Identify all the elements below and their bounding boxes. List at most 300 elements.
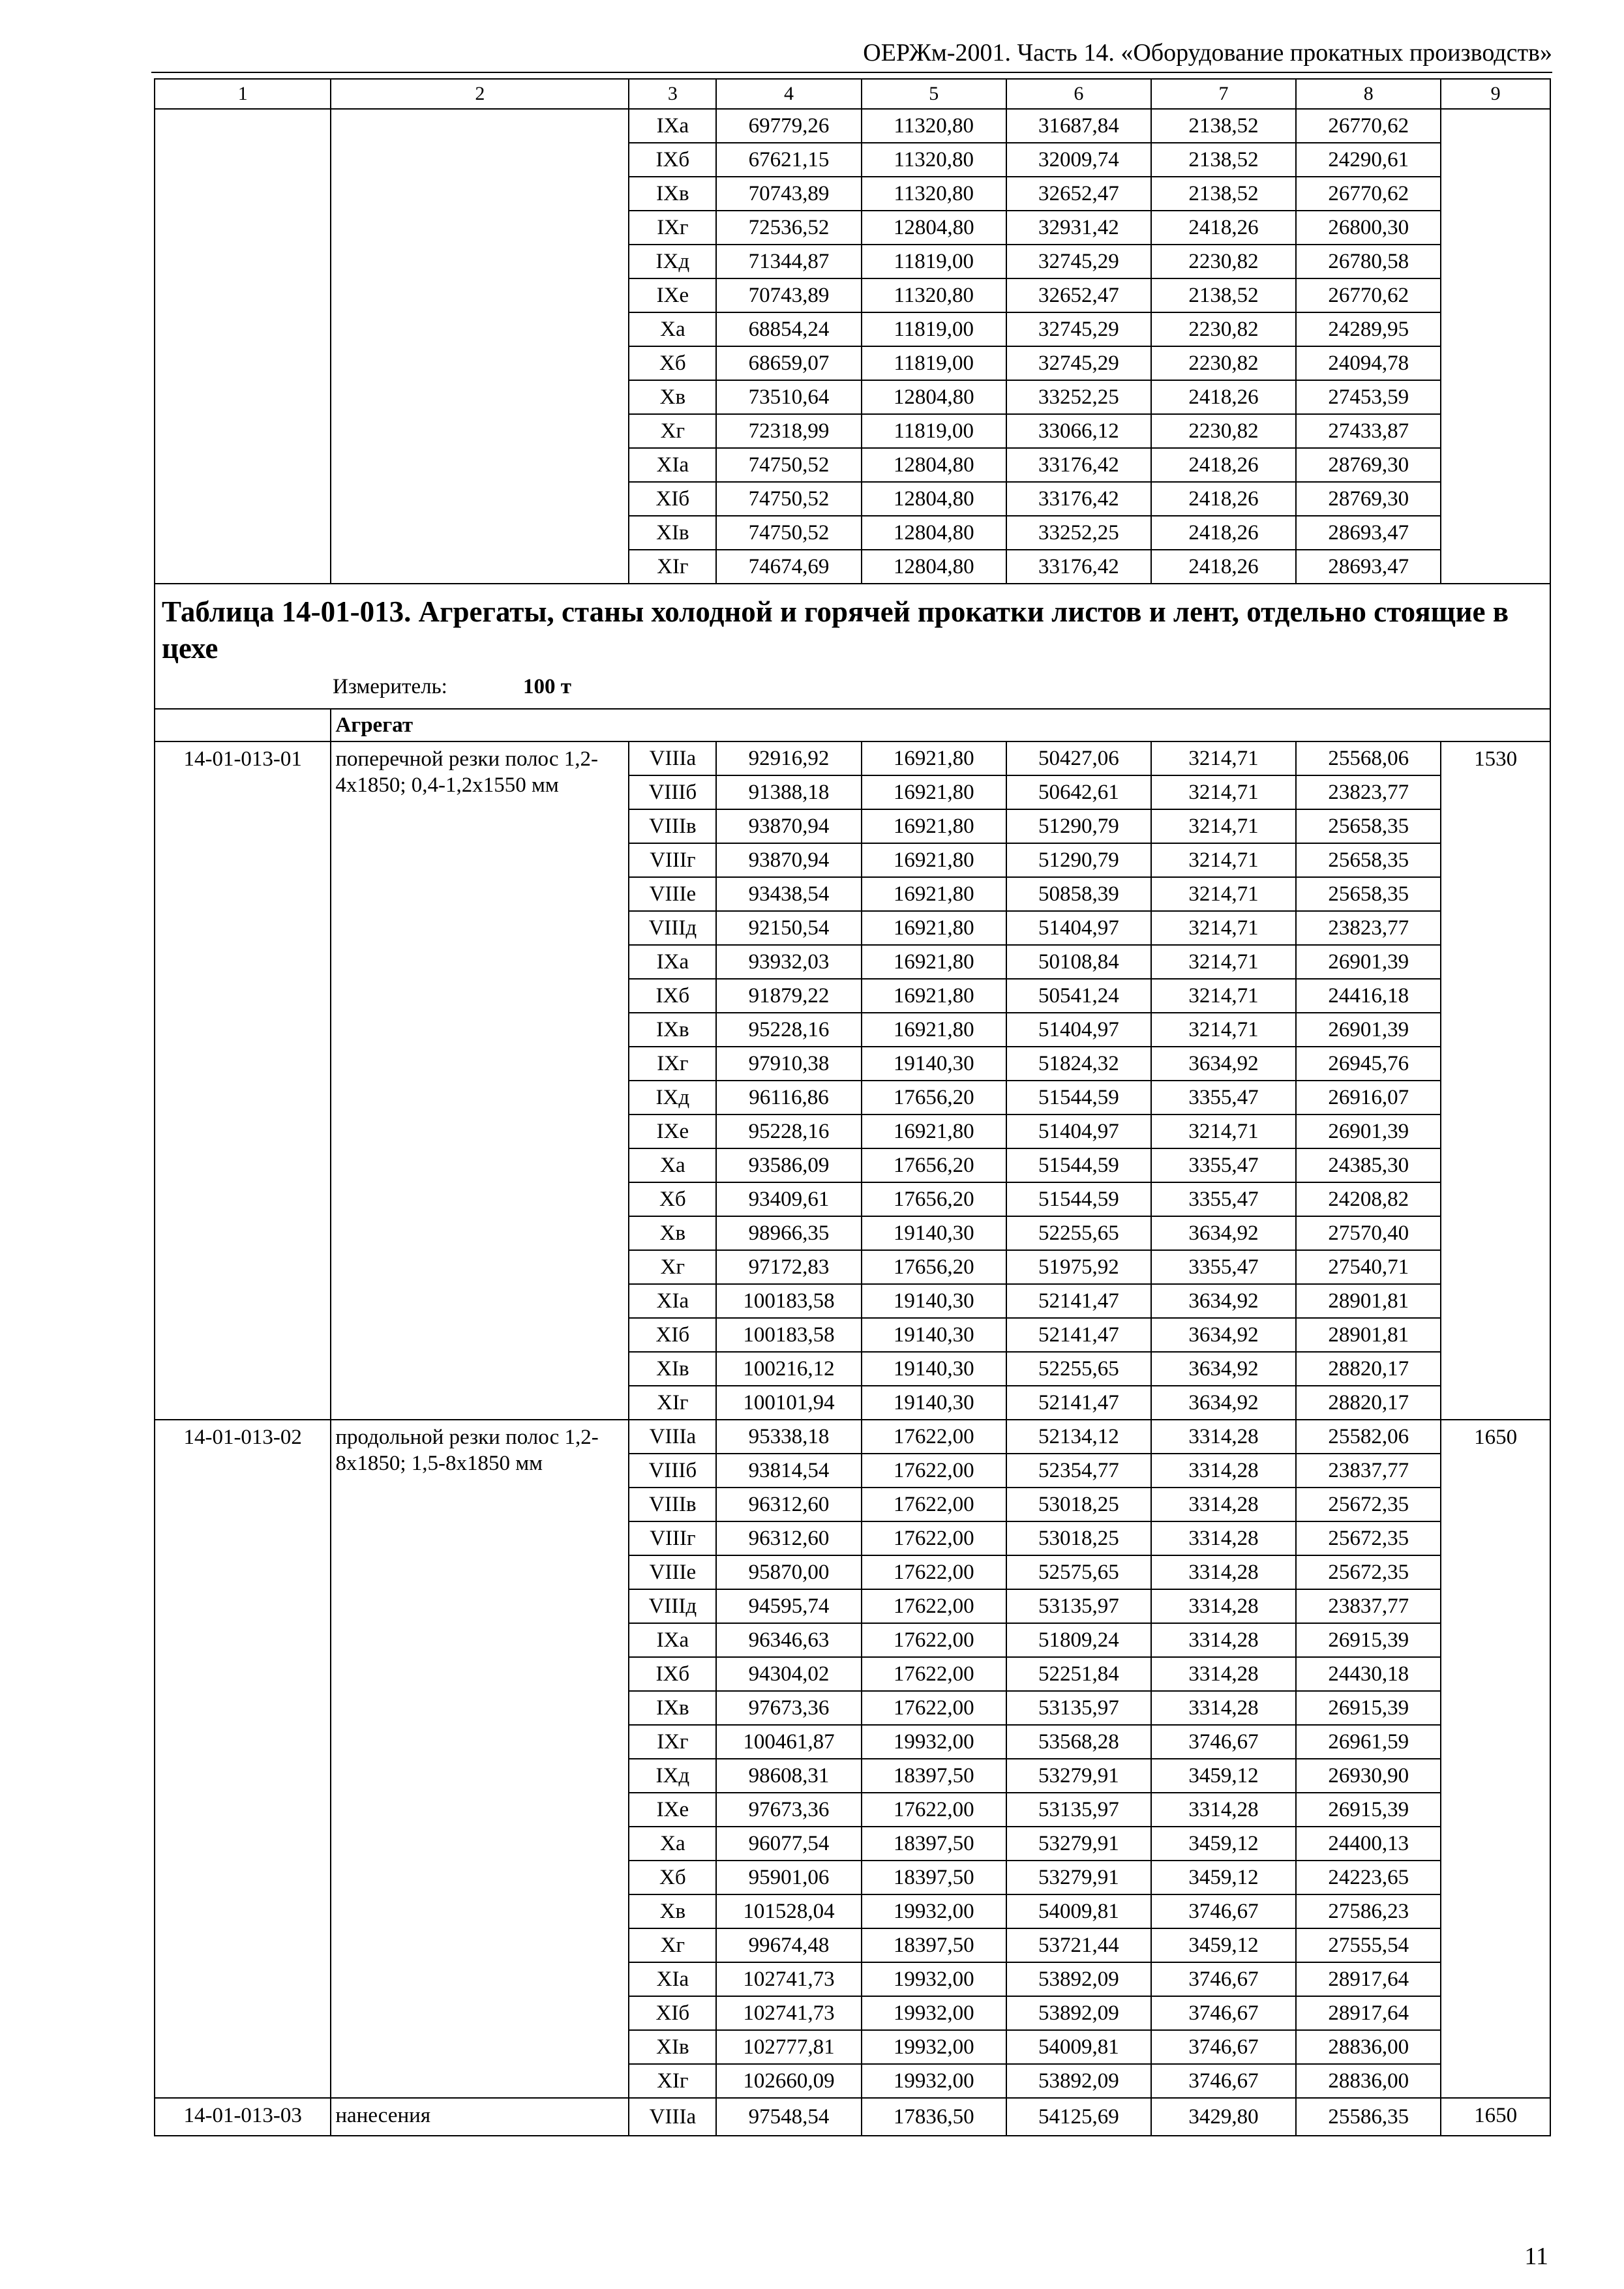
labor-cost-cell: 19932,00 xyxy=(862,2064,1006,2098)
operator-wage-cell: 3214,71 xyxy=(1151,1115,1296,1148)
table-row xyxy=(155,741,1550,775)
machine-cost-cell: 52255,65 xyxy=(1006,1352,1151,1386)
labor-cost-cell: 19140,30 xyxy=(862,1318,1006,1352)
zone-cell: Xб xyxy=(629,346,716,380)
item-code: 14-01-013-02 xyxy=(155,1420,331,2098)
operator-wage-cell: 3314,28 xyxy=(1151,1623,1296,1657)
total-cost-cell: 94595,74 xyxy=(716,1589,861,1623)
labor-cost-cell: 16921,80 xyxy=(862,945,1006,979)
operator-wage-cell: 3459,12 xyxy=(1151,1861,1296,1894)
table-title-cell xyxy=(155,584,1550,709)
machine-cost-cell: 33176,42 xyxy=(1006,448,1151,482)
total-cost-cell: 67621,15 xyxy=(716,143,861,177)
labor-cost-cell: 18397,50 xyxy=(862,1827,1006,1861)
zone-cell: VIIIб xyxy=(629,1454,716,1488)
zone-cell: IXг xyxy=(629,211,716,245)
machine-cost-cell: 53135,97 xyxy=(1006,1691,1151,1725)
total-cost-cell: 96116,86 xyxy=(716,1081,861,1115)
column-number: 1 xyxy=(155,79,331,109)
total-cost-cell: 71344,87 xyxy=(716,245,861,278)
zone-cell: XIб xyxy=(629,482,716,516)
material-cost-cell: 24094,78 xyxy=(1296,346,1441,380)
operator-wage-cell: 3634,92 xyxy=(1151,1352,1296,1386)
total-cost-cell: 96077,54 xyxy=(716,1827,861,1861)
material-cost-cell: 28901,81 xyxy=(1296,1318,1441,1352)
total-cost-cell: 68659,07 xyxy=(716,346,861,380)
machine-cost-cell: 31687,84 xyxy=(1006,109,1151,143)
material-cost-cell: 28820,17 xyxy=(1296,1386,1441,1420)
labor-cost-cell: 16921,80 xyxy=(862,1115,1006,1148)
column-number: 6 xyxy=(1006,79,1151,109)
material-cost-cell: 27540,71 xyxy=(1296,1250,1441,1284)
zone-cell: VIIIа xyxy=(629,2098,716,2136)
machine-cost-cell: 51544,59 xyxy=(1006,1081,1151,1115)
labor-cost-cell: 19932,00 xyxy=(862,1894,1006,1928)
machine-cost-cell: 52251,84 xyxy=(1006,1657,1151,1691)
item-name: продольной резки полос 1,2-8х1850; 1,5-8х1850 мм xyxy=(331,1420,629,2098)
operator-wage-cell: 2418,26 xyxy=(1151,380,1296,414)
zone-cell: VIIIг xyxy=(629,1521,716,1555)
subheader-row xyxy=(155,709,1550,741)
labor-cost-cell: 11320,80 xyxy=(862,143,1006,177)
total-cost-cell: 100183,58 xyxy=(716,1284,861,1318)
zone-cell: IXа xyxy=(629,1623,716,1657)
material-cost-cell: 24400,13 xyxy=(1296,1827,1441,1861)
labor-cost-cell: 19932,00 xyxy=(862,1962,1006,1996)
operator-wage-cell: 3314,28 xyxy=(1151,1555,1296,1589)
machine-cost-cell: 32009,74 xyxy=(1006,143,1151,177)
total-cost-cell: 102777,81 xyxy=(716,2030,861,2064)
operator-wage-cell: 3746,67 xyxy=(1151,2064,1296,2098)
zone-cell: VIIIв xyxy=(629,1488,716,1521)
total-cost-cell: 96312,60 xyxy=(716,1488,861,1521)
labor-cost-cell: 17622,00 xyxy=(862,1691,1006,1725)
total-cost-cell: 95870,00 xyxy=(716,1555,861,1589)
material-cost-cell: 26901,39 xyxy=(1296,1115,1441,1148)
labor-cost-cell: 16921,80 xyxy=(862,979,1006,1013)
running-header: ОЕРЖм-2001. Часть 14. «Оборудование прокатных производств» xyxy=(151,34,1552,73)
material-cost-cell: 25582,06 xyxy=(1296,1420,1441,1454)
total-cost-cell: 74674,69 xyxy=(716,550,861,584)
column-number: 4 xyxy=(716,79,861,109)
total-cost-cell: 97673,36 xyxy=(716,1691,861,1725)
total-cost-cell: 96346,63 xyxy=(716,1623,861,1657)
operator-wage-cell: 3459,12 xyxy=(1151,1928,1296,1962)
operator-wage-cell: 2230,82 xyxy=(1151,245,1296,278)
machine-cost-cell: 52141,47 xyxy=(1006,1318,1151,1352)
machine-cost-cell: 51544,59 xyxy=(1006,1182,1151,1216)
total-cost-cell: 97172,83 xyxy=(716,1250,861,1284)
table-row xyxy=(155,2098,1550,2136)
operator-wage-cell: 2230,82 xyxy=(1151,312,1296,346)
operator-wage-cell: 3746,67 xyxy=(1151,2030,1296,2064)
labor-cost-cell: 19140,30 xyxy=(862,1352,1006,1386)
material-cost-cell: 26901,39 xyxy=(1296,945,1441,979)
column-number: 8 xyxy=(1296,79,1441,109)
zone-cell: IXб xyxy=(629,143,716,177)
zone-cell: Xа xyxy=(629,1827,716,1861)
operator-wage-cell: 3214,71 xyxy=(1151,979,1296,1013)
labor-cost-cell: 16921,80 xyxy=(862,843,1006,877)
labor-cost-cell: 17622,00 xyxy=(862,1793,1006,1827)
machine-cost-cell: 53279,91 xyxy=(1006,1827,1151,1861)
material-cost-cell: 26961,59 xyxy=(1296,1725,1441,1759)
zone-cell: IXб xyxy=(629,1657,716,1691)
labor-cost-cell: 17622,00 xyxy=(862,1420,1006,1454)
labor-cost-cell: 17622,00 xyxy=(862,1623,1006,1657)
material-cost-cell: 25658,35 xyxy=(1296,843,1441,877)
zone-cell: XIв xyxy=(629,1352,716,1386)
item-column-9 xyxy=(1441,109,1550,584)
labor-cost-cell: 19140,30 xyxy=(862,1216,1006,1250)
material-cost-cell: 28836,00 xyxy=(1296,2030,1441,2064)
total-cost-cell: 96312,60 xyxy=(716,1521,861,1555)
material-cost-cell: 24208,82 xyxy=(1296,1182,1441,1216)
machine-cost-cell: 32745,29 xyxy=(1006,346,1151,380)
total-cost-cell: 74750,52 xyxy=(716,482,861,516)
total-cost-cell: 102741,73 xyxy=(716,1962,861,1996)
material-cost-cell: 25672,35 xyxy=(1296,1521,1441,1555)
measure-line xyxy=(162,672,1542,702)
labor-cost-cell: 17656,20 xyxy=(862,1250,1006,1284)
total-cost-cell: 94304,02 xyxy=(716,1657,861,1691)
zone-cell: VIIIд xyxy=(629,911,716,945)
material-cost-cell: 26901,39 xyxy=(1296,1013,1441,1047)
operator-wage-cell: 3634,92 xyxy=(1151,1318,1296,1352)
item-name: нанесения xyxy=(331,2098,629,2136)
total-cost-cell: 97548,54 xyxy=(716,2098,861,2136)
material-cost-cell: 26915,39 xyxy=(1296,1793,1441,1827)
zone-cell: Xб xyxy=(629,1861,716,1894)
item-column-9: 1530 xyxy=(1441,741,1550,1420)
material-cost-cell: 23823,77 xyxy=(1296,775,1441,809)
operator-wage-cell: 3314,28 xyxy=(1151,1420,1296,1454)
operator-wage-cell: 2418,26 xyxy=(1151,448,1296,482)
machine-cost-cell: 51809,24 xyxy=(1006,1623,1151,1657)
material-cost-cell: 28836,00 xyxy=(1296,2064,1441,2098)
zone-cell: VIIIд xyxy=(629,1589,716,1623)
material-cost-cell: 23837,77 xyxy=(1296,1589,1441,1623)
material-cost-cell: 26780,58 xyxy=(1296,245,1441,278)
labor-cost-cell: 11320,80 xyxy=(862,177,1006,211)
zone-cell: Xа xyxy=(629,312,716,346)
material-cost-cell: 25658,35 xyxy=(1296,877,1441,911)
item-code: 14-01-013-01 xyxy=(155,741,331,1420)
total-cost-cell: 98608,31 xyxy=(716,1759,861,1793)
zone-cell: XIг xyxy=(629,1386,716,1420)
machine-cost-cell: 54009,81 xyxy=(1006,1894,1151,1928)
operator-wage-cell: 3634,92 xyxy=(1151,1386,1296,1420)
operator-wage-cell: 3355,47 xyxy=(1151,1081,1296,1115)
item-group-013-01 xyxy=(155,741,1550,1420)
operator-wage-cell: 2138,52 xyxy=(1151,177,1296,211)
item-name: поперечной резки полос 1,2-4х1850; 0,4-1,2х1550 мм xyxy=(331,741,629,1420)
zone-cell: IXг xyxy=(629,1047,716,1081)
machine-cost-cell: 52255,65 xyxy=(1006,1216,1151,1250)
zone-cell: VIIIе xyxy=(629,1555,716,1589)
machine-cost-cell: 50642,61 xyxy=(1006,775,1151,809)
operator-wage-cell: 3314,28 xyxy=(1151,1589,1296,1623)
material-cost-cell: 28769,30 xyxy=(1296,482,1441,516)
zone-cell: Xа xyxy=(629,1148,716,1182)
column-number-row xyxy=(155,79,1550,109)
labor-cost-cell: 16921,80 xyxy=(862,741,1006,775)
table-row xyxy=(155,109,1550,143)
operator-wage-cell: 3355,47 xyxy=(1151,1148,1296,1182)
labor-cost-cell: 11320,80 xyxy=(862,109,1006,143)
labor-cost-cell: 16921,80 xyxy=(862,877,1006,911)
machine-cost-cell: 54009,81 xyxy=(1006,2030,1151,2064)
table-row xyxy=(155,1420,1550,1454)
page-number: 11 xyxy=(1524,2243,1548,2270)
labor-cost-cell: 12804,80 xyxy=(862,516,1006,550)
operator-wage-cell: 3214,71 xyxy=(1151,775,1296,809)
item-code: 14-01-013-03 xyxy=(155,2098,331,2136)
total-cost-cell: 93870,94 xyxy=(716,843,861,877)
operator-wage-cell: 3314,28 xyxy=(1151,1488,1296,1521)
labor-cost-cell: 12804,80 xyxy=(862,380,1006,414)
machine-cost-cell: 51544,59 xyxy=(1006,1148,1151,1182)
operator-wage-cell: 2230,82 xyxy=(1151,414,1296,448)
total-cost-cell: 93409,61 xyxy=(716,1182,861,1216)
machine-cost-cell: 51290,79 xyxy=(1006,843,1151,877)
total-cost-cell: 102660,09 xyxy=(716,2064,861,2098)
material-cost-cell: 23823,77 xyxy=(1296,911,1441,945)
operator-wage-cell: 3746,67 xyxy=(1151,1725,1296,1759)
operator-wage-cell: 3314,28 xyxy=(1151,1521,1296,1555)
labor-cost-cell: 19140,30 xyxy=(862,1386,1006,1420)
machine-cost-cell: 52141,47 xyxy=(1006,1386,1151,1420)
zone-cell: VIIIв xyxy=(629,809,716,843)
zone-cell: XIв xyxy=(629,516,716,550)
zone-cell: VIIIа xyxy=(629,741,716,775)
labor-cost-cell: 12804,80 xyxy=(862,448,1006,482)
zone-cell: IXе xyxy=(629,1793,716,1827)
total-cost-cell: 92916,92 xyxy=(716,741,861,775)
machine-cost-cell: 50108,84 xyxy=(1006,945,1151,979)
machine-cost-cell: 52354,77 xyxy=(1006,1454,1151,1488)
zone-cell: IXе xyxy=(629,1115,716,1148)
labor-cost-cell: 19932,00 xyxy=(862,1996,1006,2030)
zone-cell: IXг xyxy=(629,1725,716,1759)
material-cost-cell: 28917,64 xyxy=(1296,1962,1441,1996)
measure-label: Измеритель: xyxy=(333,675,447,698)
labor-cost-cell: 18397,50 xyxy=(862,1928,1006,1962)
material-cost-cell: 25586,35 xyxy=(1296,2098,1441,2136)
material-cost-cell: 24385,30 xyxy=(1296,1148,1441,1182)
machine-cost-cell: 53721,44 xyxy=(1006,1928,1151,1962)
operator-wage-cell: 3214,71 xyxy=(1151,945,1296,979)
total-cost-cell: 97673,36 xyxy=(716,1793,861,1827)
machine-cost-cell: 52141,47 xyxy=(1006,1284,1151,1318)
machine-cost-cell: 32931,42 xyxy=(1006,211,1151,245)
total-cost-cell: 72536,52 xyxy=(716,211,861,245)
operator-wage-cell: 3634,92 xyxy=(1151,1216,1296,1250)
column-number: 3 xyxy=(629,79,716,109)
item-column-9: 1650 xyxy=(1441,1420,1550,2098)
labor-cost-cell: 16921,80 xyxy=(862,809,1006,843)
total-cost-cell: 102741,73 xyxy=(716,1996,861,2030)
machine-cost-cell: 50541,24 xyxy=(1006,979,1151,1013)
measure-value: 100 т xyxy=(523,675,571,698)
column-number: 2 xyxy=(331,79,629,109)
operator-wage-cell: 3459,12 xyxy=(1151,1827,1296,1861)
labor-cost-cell: 17836,50 xyxy=(862,2098,1006,2136)
labor-cost-cell: 17656,20 xyxy=(862,1182,1006,1216)
zone-cell: IXб xyxy=(629,979,716,1013)
labor-cost-cell: 17622,00 xyxy=(862,1555,1006,1589)
zone-cell: Xв xyxy=(629,380,716,414)
labor-cost-cell: 19140,30 xyxy=(862,1047,1006,1081)
machine-cost-cell: 53892,09 xyxy=(1006,1962,1151,1996)
machine-cost-cell: 53135,97 xyxy=(1006,1793,1151,1827)
machine-cost-cell: 52134,12 xyxy=(1006,1420,1151,1454)
labor-cost-cell: 12804,80 xyxy=(862,550,1006,584)
operator-wage-cell: 2138,52 xyxy=(1151,143,1296,177)
material-cost-cell: 28693,47 xyxy=(1296,550,1441,584)
labor-cost-cell: 17656,20 xyxy=(862,1148,1006,1182)
zone-cell: XIа xyxy=(629,1284,716,1318)
zone-cell: XIб xyxy=(629,1996,716,2030)
material-cost-cell: 26770,62 xyxy=(1296,278,1441,312)
zone-cell: IXа xyxy=(629,945,716,979)
machine-cost-cell: 33252,25 xyxy=(1006,380,1151,414)
operator-wage-cell: 2418,26 xyxy=(1151,211,1296,245)
labor-cost-cell: 11819,00 xyxy=(862,414,1006,448)
zone-cell: XIа xyxy=(629,1962,716,1996)
total-cost-cell: 93438,54 xyxy=(716,877,861,911)
material-cost-cell: 24290,61 xyxy=(1296,143,1441,177)
item-column-9: 1650 xyxy=(1441,2098,1550,2136)
total-cost-cell: 69779,26 xyxy=(716,109,861,143)
material-cost-cell: 26800,30 xyxy=(1296,211,1441,245)
total-cost-cell: 95901,06 xyxy=(716,1861,861,1894)
operator-wage-cell: 3746,67 xyxy=(1151,1962,1296,1996)
total-cost-cell: 95228,16 xyxy=(716,1013,861,1047)
item-name xyxy=(331,109,629,584)
operator-wage-cell: 3459,12 xyxy=(1151,1759,1296,1793)
material-cost-cell: 25672,35 xyxy=(1296,1488,1441,1521)
price-table xyxy=(154,78,1551,2136)
column-number: 7 xyxy=(1151,79,1296,109)
labor-cost-cell: 19140,30 xyxy=(862,1284,1006,1318)
machine-cost-cell: 50427,06 xyxy=(1006,741,1151,775)
material-cost-cell: 26770,62 xyxy=(1296,109,1441,143)
empty-cell xyxy=(155,709,331,741)
machine-cost-cell: 51290,79 xyxy=(1006,809,1151,843)
labor-cost-cell: 17622,00 xyxy=(862,1488,1006,1521)
total-cost-cell: 100183,58 xyxy=(716,1318,861,1352)
labor-cost-cell: 12804,80 xyxy=(862,211,1006,245)
material-cost-cell: 26945,76 xyxy=(1296,1047,1441,1081)
material-cost-cell: 28693,47 xyxy=(1296,516,1441,550)
operator-wage-cell: 3314,28 xyxy=(1151,1691,1296,1725)
material-cost-cell: 28820,17 xyxy=(1296,1352,1441,1386)
total-cost-cell: 92150,54 xyxy=(716,911,861,945)
subheader-label: Агрегат xyxy=(331,709,1550,741)
labor-cost-cell: 17622,00 xyxy=(862,1589,1006,1623)
total-cost-cell: 74750,52 xyxy=(716,516,861,550)
material-cost-cell: 24289,95 xyxy=(1296,312,1441,346)
material-cost-cell: 26930,90 xyxy=(1296,1759,1441,1793)
machine-cost-cell: 33176,42 xyxy=(1006,482,1151,516)
zone-cell: Xб xyxy=(629,1182,716,1216)
labor-cost-cell: 17622,00 xyxy=(862,1521,1006,1555)
material-cost-cell: 25568,06 xyxy=(1296,741,1441,775)
machine-cost-cell: 54125,69 xyxy=(1006,2098,1151,2136)
operator-wage-cell: 3746,67 xyxy=(1151,1894,1296,1928)
operator-wage-cell: 3214,71 xyxy=(1151,1013,1296,1047)
labor-cost-cell: 18397,50 xyxy=(862,1861,1006,1894)
zone-cell: XIг xyxy=(629,2064,716,2098)
zone-cell: VIIIа xyxy=(629,1420,716,1454)
operator-wage-cell: 2418,26 xyxy=(1151,550,1296,584)
zone-cell: IXе xyxy=(629,278,716,312)
total-cost-cell: 93814,54 xyxy=(716,1454,861,1488)
zone-cell: Xг xyxy=(629,1928,716,1962)
zone-cell: IXв xyxy=(629,1013,716,1047)
total-cost-cell: 101528,04 xyxy=(716,1894,861,1928)
total-cost-cell: 70743,89 xyxy=(716,278,861,312)
operator-wage-cell: 2138,52 xyxy=(1151,278,1296,312)
machine-cost-cell: 51975,92 xyxy=(1006,1250,1151,1284)
machine-cost-cell: 52575,65 xyxy=(1006,1555,1151,1589)
machine-cost-cell: 51404,97 xyxy=(1006,911,1151,945)
labor-cost-cell: 11819,00 xyxy=(862,346,1006,380)
material-cost-cell: 24416,18 xyxy=(1296,979,1441,1013)
operator-wage-cell: 2418,26 xyxy=(1151,482,1296,516)
operator-wage-cell: 3214,71 xyxy=(1151,877,1296,911)
zone-cell: VIIIг xyxy=(629,843,716,877)
zone-cell: XIг xyxy=(629,550,716,584)
machine-cost-cell: 50858,39 xyxy=(1006,877,1151,911)
labor-cost-cell: 19932,00 xyxy=(862,1725,1006,1759)
labor-cost-cell: 17622,00 xyxy=(862,1454,1006,1488)
total-cost-cell: 68854,24 xyxy=(716,312,861,346)
zone-cell: XIа xyxy=(629,448,716,482)
machine-cost-cell: 32745,29 xyxy=(1006,245,1151,278)
material-cost-cell: 27433,87 xyxy=(1296,414,1441,448)
total-cost-cell: 93586,09 xyxy=(716,1148,861,1182)
total-cost-cell: 95338,18 xyxy=(716,1420,861,1454)
machine-cost-cell: 33176,42 xyxy=(1006,550,1151,584)
material-cost-cell: 27555,54 xyxy=(1296,1928,1441,1962)
item-group-013-02 xyxy=(155,1420,1550,2098)
material-cost-cell: 27570,40 xyxy=(1296,1216,1441,1250)
operator-wage-cell: 3314,28 xyxy=(1151,1657,1296,1691)
zone-cell: IXв xyxy=(629,1691,716,1725)
zone-cell: Xв xyxy=(629,1216,716,1250)
total-cost-cell: 72318,99 xyxy=(716,414,861,448)
item-code xyxy=(155,109,331,584)
material-cost-cell: 24223,65 xyxy=(1296,1861,1441,1894)
operator-wage-cell: 3314,28 xyxy=(1151,1793,1296,1827)
machine-cost-cell: 32652,47 xyxy=(1006,278,1151,312)
zone-cell: IXд xyxy=(629,1759,716,1793)
total-cost-cell: 73510,64 xyxy=(716,380,861,414)
zone-cell: VIIIе xyxy=(629,877,716,911)
zone-cell: IXа xyxy=(629,109,716,143)
machine-cost-cell: 51404,97 xyxy=(1006,1115,1151,1148)
operator-wage-cell: 3314,28 xyxy=(1151,1454,1296,1488)
total-cost-cell: 100461,87 xyxy=(716,1725,861,1759)
machine-cost-cell: 53018,25 xyxy=(1006,1488,1151,1521)
operator-wage-cell: 3214,71 xyxy=(1151,843,1296,877)
labor-cost-cell: 11819,00 xyxy=(862,312,1006,346)
total-cost-cell: 99674,48 xyxy=(716,1928,861,1962)
machine-cost-cell: 53568,28 xyxy=(1006,1725,1151,1759)
labor-cost-cell: 16921,80 xyxy=(862,775,1006,809)
